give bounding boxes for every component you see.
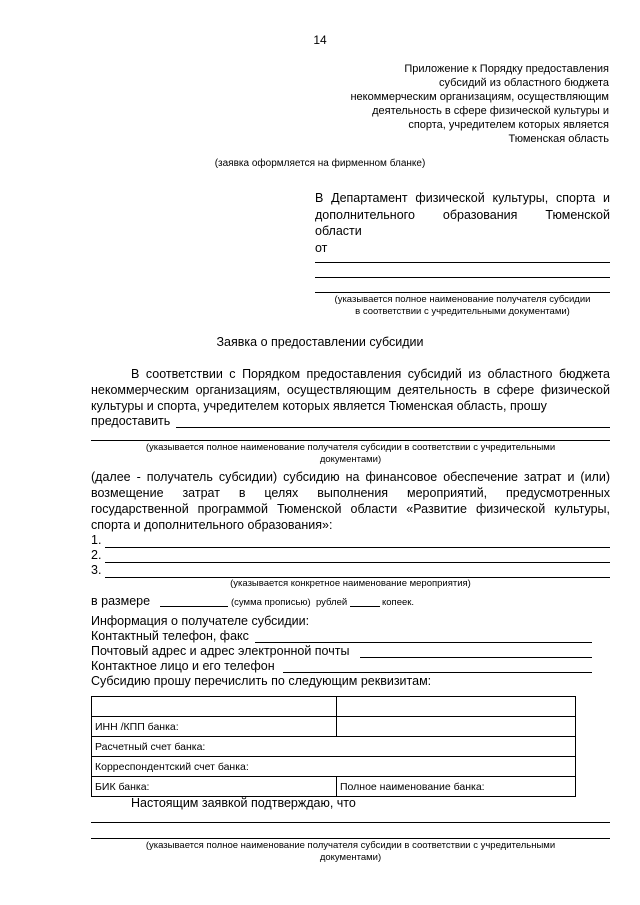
- appendix-line: некоммерческим организациям, осуществляющим: [350, 91, 609, 103]
- bank-requisites-table: [91, 696, 576, 797]
- table-cell[interactable]: [92, 697, 337, 717]
- info-heading: Информация о получателе субсидии:: [91, 614, 310, 628]
- phone-label: Контактный телефон, факс: [91, 629, 249, 643]
- confirm-line[interactable]: [91, 838, 610, 839]
- provide-label: предоставить: [91, 414, 171, 428]
- purpose-paragraph: (далее - получатель субсидии) субсидию на финансовое обеспечение затрат и (или) возмещение затрат в целях выполнения мероприятий, предусмотренных государственной программой Тюменской области «Развитие физической культуры, спорта и дополнительного образования»:: [91, 470, 610, 532]
- table-row: [92, 717, 576, 737]
- note-line: (указывается полное наименование получателя субсидии в соответствии с учредительными: [145, 840, 556, 851]
- phone-line[interactable]: [255, 642, 592, 643]
- table-cell[interactable]: [337, 697, 576, 717]
- page-number: 14: [313, 33, 327, 47]
- table-cell[interactable]: [337, 717, 576, 737]
- inn-kpp-cell: ИНН /КПП банка:: [92, 717, 337, 737]
- recipient-line[interactable]: [176, 427, 610, 428]
- recipient-line[interactable]: [91, 440, 610, 441]
- table-row: [92, 697, 576, 717]
- addressee-note: [315, 294, 610, 318]
- table-row: [92, 777, 576, 797]
- addressee-from: от: [315, 240, 328, 255]
- final-note: [91, 840, 610, 864]
- event-number: 1.: [91, 533, 102, 547]
- table-row: [92, 737, 576, 757]
- appendix-header: [309, 62, 609, 146]
- bank-name-cell: Полное наименование банка:: [337, 777, 576, 797]
- addressee-block: [315, 190, 610, 256]
- application-title: Заявка о предоставлении субсидии: [216, 335, 424, 349]
- event-note: (указывается конкретное наименование мероприятия): [230, 578, 471, 589]
- event-line[interactable]: [105, 547, 610, 548]
- account-cell: Расчетный счет банка:: [92, 737, 576, 757]
- event-number: 2.: [91, 548, 102, 562]
- confirm-text: Настоящим заявкой подтверждаю, что: [131, 796, 356, 810]
- contact-line[interactable]: [283, 672, 592, 673]
- bik-cell: БИК банка:: [92, 777, 337, 797]
- requisites-label: Субсидию прошу перечислить по следующим реквизитам:: [91, 674, 432, 688]
- note-line: в соответствии с учредительными документами): [355, 306, 570, 317]
- corr-account-cell: Корреспондентский счет банка:: [92, 757, 576, 777]
- note-line: (указывается полное наименование получателя субсидии: [334, 294, 591, 305]
- event-line[interactable]: [105, 562, 610, 563]
- addressee-line[interactable]: [315, 277, 610, 278]
- addressee-text: В Департамент физической культуры, спорта и дополнительного образования Тюменской области: [315, 191, 610, 238]
- event-number: 3.: [91, 563, 102, 577]
- appendix-line: спорта, учредителем которых является: [408, 119, 609, 131]
- appendix-line: Приложение к Порядку предоставления: [404, 63, 609, 75]
- address-line[interactable]: [360, 657, 592, 658]
- amount-line[interactable]: [160, 606, 228, 607]
- confirm-line[interactable]: [91, 822, 610, 823]
- amount-label: в размере: [91, 594, 151, 608]
- addressee-line[interactable]: [315, 262, 610, 263]
- amount-sum-note: (сумма прописью): [231, 597, 311, 608]
- contact-label: Контактное лицо и его телефон: [91, 659, 275, 673]
- kopeck-line[interactable]: [350, 606, 380, 607]
- amount-kop: копеек.: [382, 597, 415, 608]
- table-row: [92, 757, 576, 777]
- intro-paragraph: В соответствии с Порядком предоставления субсидий из областного бюджета некоммерческим организациям, осуществляющим деятельность в сфере физической культуры и спорта, учредителем которых является Тюменская область, прошу: [91, 367, 610, 413]
- blank-note: (заявка оформляется на фирменном бланке): [214, 158, 426, 169]
- note-line: документами): [319, 852, 382, 863]
- address-label: Почтовый адрес и адрес электронной почты: [91, 644, 350, 658]
- amount-rub: рублей: [316, 597, 348, 608]
- note-line: документами): [319, 454, 382, 465]
- appendix-line: субсидий из областного бюджета: [439, 77, 609, 89]
- appendix-line: Тюменская область: [508, 133, 609, 145]
- note-line: (указывается полное наименование получателя субсидии в соответствии с учредительными: [145, 442, 556, 453]
- appendix-line: деятельность в сфере физической культуры и: [372, 105, 609, 117]
- addressee-line[interactable]: [315, 292, 610, 293]
- recipient-note: [91, 442, 610, 466]
